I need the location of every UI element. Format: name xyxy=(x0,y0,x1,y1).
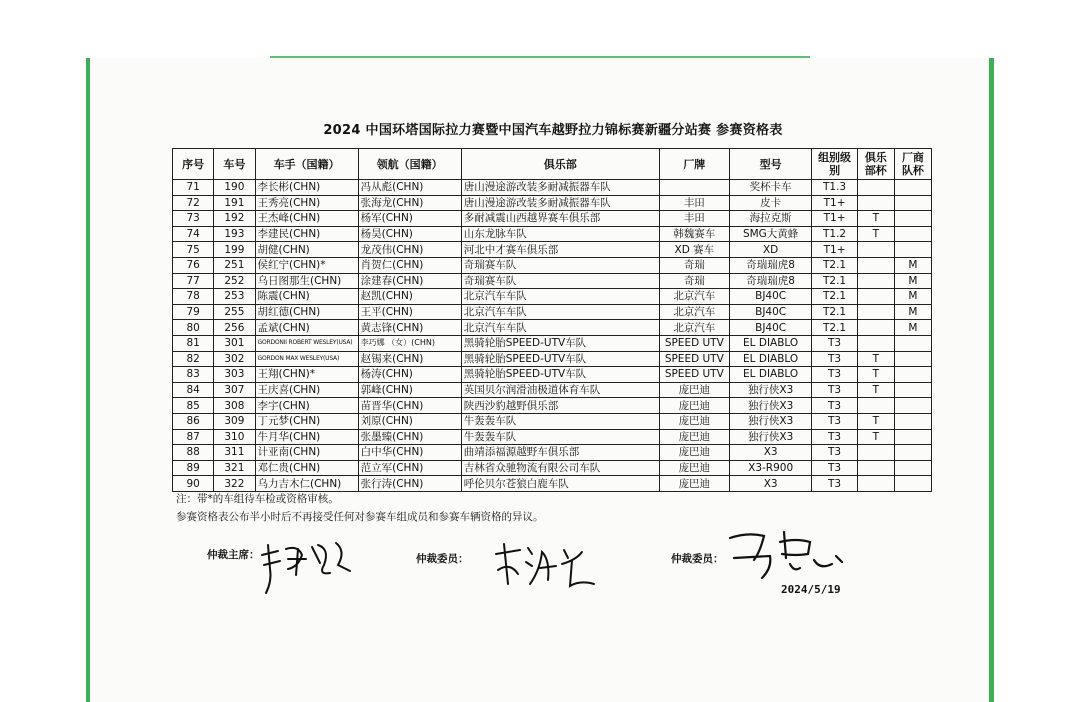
cell-club-cup xyxy=(857,289,894,305)
arbiter-member-label-2: 仲裁委员： xyxy=(671,553,724,565)
cell-brand: SPEED UTV xyxy=(659,367,729,383)
cell-seq: 88 xyxy=(173,445,214,461)
cell-brand: 韩魏赛车 xyxy=(659,226,729,242)
cell-maker-cup: M xyxy=(894,320,931,336)
cell-car-no: 199 xyxy=(214,242,255,258)
cell-group: T2.1 xyxy=(812,304,857,320)
cell-car-no: 255 xyxy=(214,304,255,320)
cell-club: 多耐减震山西越界赛车俱乐部 xyxy=(461,211,659,227)
frame-left-edge xyxy=(86,58,90,702)
cell-club: 北京汽车车队 xyxy=(461,320,659,336)
cell-group: T2.1 xyxy=(812,320,857,336)
cell-club: 黑骑轮胎SPEED-UTV车队 xyxy=(461,335,659,351)
cell-maker-cup xyxy=(894,351,931,367)
cell-navigator: 郭峰(CHN) xyxy=(358,382,461,398)
cell-maker-cup xyxy=(894,195,931,211)
cell-club-cup: T xyxy=(857,351,894,367)
cell-driver: 王杰峰(CHN) xyxy=(255,211,358,227)
cell-model: EL DIABLO xyxy=(729,335,812,351)
cell-model: EL DIABLO xyxy=(729,367,812,383)
note-line-1: 注：带*的车组待车检或资格审核。 xyxy=(176,493,339,505)
cell-navigator: 白中华(CHN) xyxy=(358,445,461,461)
cell-driver: GORDON MAX WESLEY(USA) xyxy=(255,351,358,367)
table-row xyxy=(173,382,932,398)
note-line-2: 参赛资格表公布半小时后不再接受任何对参赛车组成员和参赛车辆资格的异议。 xyxy=(176,511,544,523)
cell-seq: 82 xyxy=(173,351,214,367)
cell-driver: 丁元梦(CHN) xyxy=(255,413,358,429)
cell-club: 北京汽车车队 xyxy=(461,304,659,320)
cell-brand: 北京汽车 xyxy=(659,289,729,305)
cell-car-no: 252 xyxy=(214,273,255,289)
cell-club-cup: T xyxy=(857,382,894,398)
cell-club-cup xyxy=(857,476,894,492)
cell-seq: 71 xyxy=(173,180,214,196)
cell-model: 海拉克斯 xyxy=(729,211,812,227)
cell-model: 奇瑞瑞虎8 xyxy=(729,273,812,289)
cell-brand: 庞巴迪 xyxy=(659,445,729,461)
cell-group: T2.1 xyxy=(812,273,857,289)
cell-car-no: 309 xyxy=(214,413,255,429)
cell-brand: 庞巴迪 xyxy=(659,476,729,492)
cell-club: 呼伦贝尔苍狼白鹿车队 xyxy=(461,476,659,492)
cell-brand: 丰田 xyxy=(659,195,729,211)
cell-navigator: 张行涛(CHN) xyxy=(358,476,461,492)
arbiter-member-1-signature xyxy=(490,540,600,592)
header-driver: 车手（国籍） xyxy=(255,149,358,180)
table-row xyxy=(173,211,932,227)
cell-club-cup xyxy=(857,460,894,476)
cell-group: T1.3 xyxy=(812,180,857,196)
header-club: 俱乐部 xyxy=(461,149,659,180)
cell-brand: SPEED UTV xyxy=(659,351,729,367)
cell-navigator: 范立军(CHN) xyxy=(358,460,461,476)
cell-maker-cup xyxy=(894,180,931,196)
cell-seq: 79 xyxy=(173,304,214,320)
cell-seq: 86 xyxy=(173,413,214,429)
cell-model: XD xyxy=(729,242,812,258)
cell-brand: 奇瑞 xyxy=(659,273,729,289)
table-row xyxy=(173,242,932,258)
table-row xyxy=(173,289,932,305)
cell-driver: 王翔(CHN)* xyxy=(255,367,358,383)
cell-model: X3 xyxy=(729,476,812,492)
cell-club-cup: T xyxy=(857,429,894,445)
cell-driver: 胡红德(CHN) xyxy=(255,304,358,320)
cell-brand xyxy=(659,180,729,196)
cell-club-cup xyxy=(857,257,894,273)
cell-maker-cup xyxy=(894,413,931,429)
cell-car-no: 256 xyxy=(214,320,255,336)
cell-car-no: 253 xyxy=(214,289,255,305)
header-navigator: 领航（国籍） xyxy=(358,149,461,180)
cell-group: T1+ xyxy=(812,242,857,258)
table-row xyxy=(173,257,932,273)
cell-model: EL DIABLO xyxy=(729,351,812,367)
cell-car-no: 191 xyxy=(214,195,255,211)
frame-right-edge xyxy=(989,58,994,702)
cell-brand: 庞巴迪 xyxy=(659,429,729,445)
chief-arbiter-signature xyxy=(258,535,358,600)
cell-driver: 李建民(CHN) xyxy=(255,226,358,242)
cell-maker-cup xyxy=(894,398,931,414)
cell-group: T3 xyxy=(812,460,857,476)
cell-club: 河北中才赛车俱乐部 xyxy=(461,242,659,258)
cell-club: 英国贝尔润滑油极道体育车队 xyxy=(461,382,659,398)
cell-navigator: 肖贺仁(CHN) xyxy=(358,257,461,273)
cell-club: 吉林省众驰物流有限公司车队 xyxy=(461,460,659,476)
cell-model: 独行侠X3 xyxy=(729,429,812,445)
table-row xyxy=(173,273,932,289)
cell-club-cup: T xyxy=(857,211,894,227)
cell-brand: 庞巴迪 xyxy=(659,382,729,398)
cell-driver: 王秀亮(CHN) xyxy=(255,195,358,211)
table-row xyxy=(173,445,932,461)
cell-seq: 74 xyxy=(173,226,214,242)
cell-brand: 奇瑞 xyxy=(659,257,729,273)
cell-club: 黑骑轮胎SPEED-UTV车队 xyxy=(461,367,659,383)
cell-maker-cup xyxy=(894,226,931,242)
cell-seq: 72 xyxy=(173,195,214,211)
cell-car-no: 321 xyxy=(214,460,255,476)
cell-club-cup: T xyxy=(857,226,894,242)
cell-group: T1+ xyxy=(812,211,857,227)
cell-maker-cup xyxy=(894,242,931,258)
cell-club-cup xyxy=(857,195,894,211)
cell-driver: 乌日图那生(CHN) xyxy=(255,273,358,289)
cell-maker-cup: M xyxy=(894,289,931,305)
table-row xyxy=(173,335,932,351)
cell-club-cup xyxy=(857,180,894,196)
cell-club: 北京汽车车队 xyxy=(461,289,659,305)
cell-driver: 侯红宁(CHN)* xyxy=(255,257,358,273)
cell-seq: 80 xyxy=(173,320,214,336)
table-row xyxy=(173,351,932,367)
cell-club: 黑骑轮胎SPEED-UTV车队 xyxy=(461,351,659,367)
cell-club: 牛轰轰车队 xyxy=(461,429,659,445)
cell-club-cup xyxy=(857,398,894,414)
cell-navigator: 刘原(CHN) xyxy=(358,413,461,429)
cell-car-no: 322 xyxy=(214,476,255,492)
cell-group: T3 xyxy=(812,429,857,445)
cell-maker-cup xyxy=(894,429,931,445)
cell-navigator: 王平(CHN) xyxy=(358,304,461,320)
cell-group: T3 xyxy=(812,445,857,461)
cell-car-no: 190 xyxy=(214,180,255,196)
cell-seq: 87 xyxy=(173,429,214,445)
cell-group: T1+ xyxy=(812,195,857,211)
table-row xyxy=(173,413,932,429)
header-maker-cup: 厂商队杯 xyxy=(894,149,931,180)
cell-driver: 陈震(CHN) xyxy=(255,289,358,305)
cell-club-cup xyxy=(857,320,894,336)
table-row xyxy=(173,180,932,196)
table-row xyxy=(173,460,932,476)
table-header-row xyxy=(173,149,932,180)
cell-driver: 李长彬(CHN) xyxy=(255,180,358,196)
cell-car-no: 192 xyxy=(214,211,255,227)
cell-model: X3 xyxy=(729,445,812,461)
cell-club: 陕西沙豹越野俱乐部 xyxy=(461,398,659,414)
table-row xyxy=(173,195,932,211)
cell-navigator: 张海龙(CHN) xyxy=(358,195,461,211)
cell-club-cup xyxy=(857,445,894,461)
cell-maker-cup xyxy=(894,445,931,461)
cell-maker-cup xyxy=(894,367,931,383)
notes xyxy=(176,490,544,526)
cell-driver: 乌力吉木仁(CHN) xyxy=(255,476,358,492)
cell-brand: SPEED UTV xyxy=(659,335,729,351)
cell-group: T3 xyxy=(812,335,857,351)
cell-driver: 孟斌(CHN) xyxy=(255,320,358,336)
cell-model: 奇瑞瑞虎8 xyxy=(729,257,812,273)
cell-seq: 75 xyxy=(173,242,214,258)
cell-car-no: 193 xyxy=(214,226,255,242)
cell-model: 独行侠X3 xyxy=(729,413,812,429)
header-car-no: 车号 xyxy=(214,149,255,180)
cell-model: SMG大黄蜂 xyxy=(729,226,812,242)
cell-maker-cup: M xyxy=(894,273,931,289)
cell-driver: 牛月华(CHN) xyxy=(255,429,358,445)
cell-group: T2.1 xyxy=(812,289,857,305)
document-title: 2024 中国环塔国际拉力赛暨中国汽车越野拉力锦标赛新疆分站赛 参赛资格表 xyxy=(323,123,783,138)
cell-navigator: 杨昊(CHN) xyxy=(358,226,461,242)
cell-car-no: 307 xyxy=(214,382,255,398)
arbiter-member-label-1: 仲裁委员： xyxy=(416,553,469,565)
cell-navigator: 涂建春(CHN) xyxy=(358,273,461,289)
cell-brand: XD 赛车 xyxy=(659,242,729,258)
cell-group: T3 xyxy=(812,382,857,398)
cell-brand: 北京汽车 xyxy=(659,320,729,336)
cell-driver: 胡健(CHN) xyxy=(255,242,358,258)
cell-group: T3 xyxy=(812,476,857,492)
cell-navigator: 苗晋华(CHN) xyxy=(358,398,461,414)
cell-club: 唐山漫途游改装多耐减振器车队 xyxy=(461,195,659,211)
cell-navigator: 赵凯(CHN) xyxy=(358,289,461,305)
cell-maker-cup xyxy=(894,335,931,351)
cell-club: 曲靖添福源越野车俱乐部 xyxy=(461,445,659,461)
cell-car-no: 308 xyxy=(214,398,255,414)
cell-navigator: 龙茂伟(CHN) xyxy=(358,242,461,258)
cell-navigator: 杨涛(CHN) xyxy=(358,367,461,383)
cell-model: 皮卡 xyxy=(729,195,812,211)
cell-brand: 庞巴迪 xyxy=(659,413,729,429)
table-row xyxy=(173,429,932,445)
arbiter-member-2-signature xyxy=(724,524,854,584)
cell-maker-cup: M xyxy=(894,257,931,273)
table-row xyxy=(173,398,932,414)
cell-brand: 庞巴迪 xyxy=(659,460,729,476)
cell-driver: 邓仁贵(CHN) xyxy=(255,460,358,476)
cell-seq: 85 xyxy=(173,398,214,414)
cell-group: T3 xyxy=(812,398,857,414)
cell-car-no: 301 xyxy=(214,335,255,351)
cell-club: 山东龙脉车队 xyxy=(461,226,659,242)
cell-seq: 89 xyxy=(173,460,214,476)
cell-club-cup xyxy=(857,242,894,258)
cell-navigator: 冯从彪(CHN) xyxy=(358,180,461,196)
cell-group: T3 xyxy=(812,367,857,383)
chief-arbiter-label: 仲裁主席： xyxy=(207,549,260,561)
cell-driver: 王庆喜(CHN) xyxy=(255,382,358,398)
cell-car-no: 302 xyxy=(214,351,255,367)
cell-group: T3 xyxy=(812,413,857,429)
cell-brand: 北京汽车 xyxy=(659,304,729,320)
cell-group: T2.1 xyxy=(812,257,857,273)
cell-group: T1.2 xyxy=(812,226,857,242)
cell-club: 唐山漫途游改装多耐减振器车队 xyxy=(461,180,659,196)
cell-model: BJ40C xyxy=(729,289,812,305)
cell-car-no: 310 xyxy=(214,429,255,445)
cell-seq: 90 xyxy=(173,476,214,492)
cell-maker-cup xyxy=(894,211,931,227)
cell-model: 奖杯卡车 xyxy=(729,180,812,196)
header-club-cup: 俱乐部杯 xyxy=(857,149,894,180)
cell-seq: 73 xyxy=(173,211,214,227)
cell-navigator: 张墨臻(CHN) xyxy=(358,429,461,445)
cell-seq: 81 xyxy=(173,335,214,351)
cell-model: 独行侠X3 xyxy=(729,382,812,398)
cell-club-cup: T xyxy=(857,367,894,383)
cell-seq: 76 xyxy=(173,257,214,273)
cell-club-cup xyxy=(857,304,894,320)
cell-driver: 李宇(CHN) xyxy=(255,398,358,414)
header-brand: 厂牌 xyxy=(659,149,729,180)
cell-club: 奇瑞赛车队 xyxy=(461,273,659,289)
cell-club-cup xyxy=(857,273,894,289)
cell-navigator: 李巧娜 （女）(CHN) xyxy=(358,335,461,351)
cell-maker-cup xyxy=(894,460,931,476)
cell-car-no: 303 xyxy=(214,367,255,383)
cell-maker-cup xyxy=(894,476,931,492)
table-row xyxy=(173,226,932,242)
cell-club-cup: T xyxy=(857,413,894,429)
cell-navigator: 黄志锋(CHN) xyxy=(358,320,461,336)
cell-seq: 78 xyxy=(173,289,214,305)
cell-model: BJ40C xyxy=(729,320,812,336)
cell-car-no: 311 xyxy=(214,445,255,461)
cell-club-cup xyxy=(857,335,894,351)
cell-driver: GORDONII ROBERT WESLEY(USA) xyxy=(255,335,358,351)
cell-group: T3 xyxy=(812,351,857,367)
cell-seq: 84 xyxy=(173,382,214,398)
cell-club: 牛轰轰车队 xyxy=(461,413,659,429)
cell-maker-cup: M xyxy=(894,304,931,320)
cell-driver: 计亚南(CHN) xyxy=(255,445,358,461)
table-row xyxy=(173,304,932,320)
cell-maker-cup xyxy=(894,382,931,398)
cell-navigator: 杨军(CHN) xyxy=(358,211,461,227)
header-group: 组别级别 xyxy=(812,149,857,180)
cell-seq: 83 xyxy=(173,367,214,383)
cell-model: BJ40C xyxy=(729,304,812,320)
eligibility-table xyxy=(172,148,932,492)
cell-car-no: 251 xyxy=(214,257,255,273)
table-row xyxy=(173,320,932,336)
table-row xyxy=(173,367,932,383)
cell-model: X3-R900 xyxy=(729,460,812,476)
cell-model: 独行侠X3 xyxy=(729,398,812,414)
header-seq: 序号 xyxy=(173,149,214,180)
cell-seq: 77 xyxy=(173,273,214,289)
header-model: 型号 xyxy=(729,149,812,180)
cell-navigator: 赵锡来(CHN) xyxy=(358,351,461,367)
cell-brand: 庞巴迪 xyxy=(659,398,729,414)
signing-date: 2024/5/19 xyxy=(781,583,841,596)
cell-club: 奇瑞赛车队 xyxy=(461,257,659,273)
cell-brand: 丰田 xyxy=(659,211,729,227)
